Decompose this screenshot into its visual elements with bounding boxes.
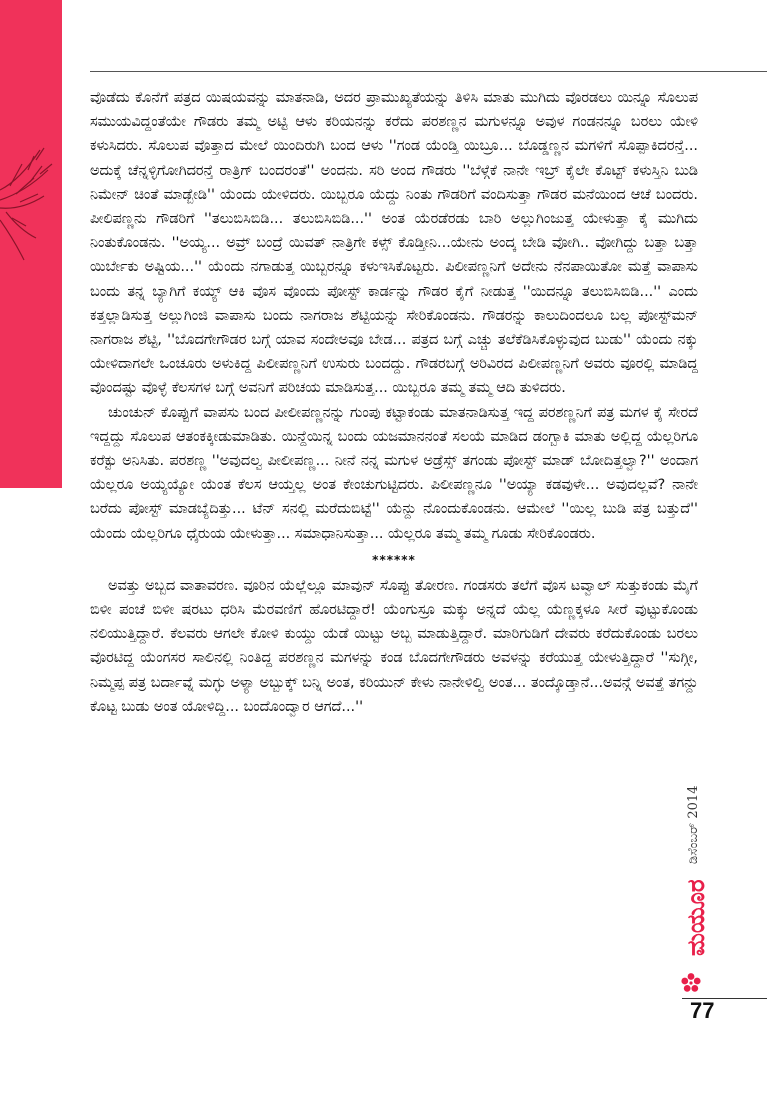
article-body xyxy=(90,86,698,719)
section-separator: ****** xyxy=(372,552,416,567)
issue-label xyxy=(682,780,710,960)
branch-decoration xyxy=(0,120,62,280)
flower-icon xyxy=(680,972,702,994)
article-paragraph: ಚುಂಚುನ್ ಕೊಪ್ಪುಗೆ ವಾಪಸು ಬಂದ ಪೀಲೀಪಣ್ಣನನ್ನು ಗುಂಪು ಕಟ್ಟಾಕಂಡು ಮಾತನಾಡಿಸುತ್ತ ಇದ್ದ ಪರಶಣ್ಣನಿಗೆ ಪತ್ರ ಮಗಳ ಕೈ ಸೇರದೆ ಇದ್ದದ್ದು ಸೊಲುಪ ಆತಂಕಕ್ಕೀಡುಮಾಡಿತು. ಯಿನ್ದೆಯಿನ್ನ ಬಂದು ಯಜಮಾನನಂತೆ ಸಲಯೆ ಮಾಡಿದ ಡಂಗ್ಬಾಕಿ ಮಾತು ಅಲ್ಲಿದ್ದ ಯೆಲ್ಲರಿಗೂ ಕರೆಕ್ಟು ಅನಿಸಿತು. ಪರಶಣ್ಣ ''ಅವುದಲ್ವ ಪೀಲೀಪಣ್ಣ... ನೀನೆ ನನ್ನ ಮಗುಳ ಅಡ್ರೆಸ್ಸ್ ತಗಂಡು ಪೋಸ್ಟ್ ಮಾಡ್ ಬೋದಿತ್ತಲ್ವಾ?'' ಅಂದಾಗ ಯೆಲ್ಲರೂ ಅಯ್ಯಯ್ಯೋ ಯೆಂತ ಕೆಲಸ ಆಯ್ತಲ್ಲ ಅಂತ ಕೇಂಚುಗುಟ್ಟಿದರು. ಪಿಲೀಪಣ್ಣನೂ ''ಅಯ್ಯಾ ಕಡವುಳೇ... ಅವುದಲ್ಲವೆ? ನಾನೇ ಬರೆದು ಪೋಸ್ಟ್ ಮಾಡಬ್ಯೆದಿತ್ತು... ಟೆನ್ ಸನಲ್ಲಿ ಮರೆದುಬಿಟ್ಟೆ'' ಯೆನ್ದು ನೊಂದುಕೊಂಡನು. ಆಮೇಲೆ ''ಯಿಲ್ಲ ಬುಡಿ ಪತ್ರ ಬತ್ತುದೆ'' ಯೆಂದು ಯೆಲ್ಲರಿಗೂ ಧೈರುಯ ಯೇಳುತ್ತಾ... ಸಮಾಧಾನಿಸುತ್ತಾ... ಯೆಲ್ಲರೂ ತಮ್ಮ ತಮ್ಮ ಗೂಡು ಸೇರಿಕೊಂಡರು. xyxy=(90,404,698,542)
article-paragraph: ವೊಡೆದು ಕೊನೆಗೆ ಪತ್ರದ ಯಿಷಯವನ್ನು ಮಾತನಾಡಿ, ಅದರ ಪ್ರಾಮುಖ್ಯತೆಯನ್ನು ತಿಳಿಸಿ ಮಾತು ಮುಗಿದು ವೊರಡಲು ಯಿನ್ನೂ ಸೊಲುಪ ಸಮುಯವಿದ್ದಂತೆಯೇ ಗೌಡರು ತಮ್ಮ ಅಟ್ಟಿ ಆಳು ಕರಿಯನನ್ನು ಕರೆದು ಪರಶಣ್ಣನ ಮಗುಳನ್ನೂ ಅವುಳ ಗಂಡನನ್ನೂ ಬರಲು ಯೇಳಿ ಕಳುಸಿದರು. ಸೊಲುಪ ವೊತ್ತಾದ ಮೇಲೆ ಯಿಂದಿರುಗಿ ಬಂದ ಆಳು ''ಗಂಡ ಯೆಂಡ್ತಿ ಯಿಬ್ರೂ... ಬೊಡ್ಡಣ್ಣನ ಮಗಳಿಗೆ ಸೊಪ್ಪಾಕಿದರನ್ತೆ... ಅದುಕ್ಕೆ ಚೆನ್ನಳ್ಳಿಗೋಗಿದರನ್ತೆ ರಾತ್ರಿಗ್ ಬಂದರಂತೆ'' ಅಂದನು. ಸರಿ ಅಂದ ಗೌಡರು ''ಬೆಳ್ಗೆಕೆ ನಾನೇ ಇಬ್ರ್ ಕೈಲೇ ಕೊಟ್ಟ್ ಕಳುಸ್ತಿನಿ ಬುಡಿ ನಿಮೇನ್ ಚಿಂತೆ ಮಾಡ್ಬೇಡಿ'' ಯೆಂದು ಯೇಳಿದರು. ಯಿಬ್ಬರೂ ಯೆದ್ದು ನಿಂತು ಗೌಡರಿಗೆ ವಂದಿಸುತ್ತಾ ಗೌಡರ ಮನೆಯಿಂದ ಆಚೆ ಬಂದರು. ಪೀಲಿಪಣ್ಣನು ಗೌಡರಿಗೆ ''ತಲುಬಿಸಿಬಿಡಿ... ತಲುಬಿಸಿಬಿಡಿ...'' ಅಂತ ಯೆರಡೆರಡು ಬಾರಿ ಅಲ್ಲುಗಿಂಜುತ್ತ ಯೇಳುತ್ತಾ ಕೈ ಮುಗಿದು ನಿಂತುಕೊಂಡನು. ''ಅಯ್ಯ... ಅವ್ರ್ ಬಂದ್ರೆ ಯಿವತ್ ನಾತ್ರಿಗೇ ಕಳ್ಸ್ ಕೊಡ್ತೀನಿ...ಯೇನು ಅಂದ್ಕ ಬೇಡಿ ವೋಗಿ.. ವೋಗಿದ್ದು ಬತ್ತಾ ಬತ್ತಾ ಯಿರ್ಬೇಕು ಅಷ್ಟಿಯ...'' ಯೆಂದು ನಗಾಡುತ್ತ ಯಿಬ್ಬರನ್ನೂ ಕಳುಇಸಿಕೊಟ್ಟರು. ಪಿಲೀಪಣ್ಣನಿಗೆ ಅದೇನು ನೆನಪಾಯಿತೋ ಮತ್ತೆ ವಾಪಾಸು ಬಂದು ತನ್ನ ಬ್ಯಾಗಿಗೆ ಕಯ್ಯ್ ಆಕಿ ವೊಸ ವೊಂದು ಪೋಸ್ಟ್ ಕಾರ್ಡನ್ನು ಗೌಡರ ಕೈಗೆ ನೀಡುತ್ತ ''ಯಿದನ್ನೂ ತಲುಬಿಸಿಬಿಡಿ...'' ಎಂದು ಕತ್ತಲ್ಲಾಡಿಸುತ್ತ ಅಲ್ಲುಗಿಂಜಿ ವಾಪಾಸು ಬಂದು ನಾಗರಾಜ ಶೆಟ್ಟಿಯನ್ನು ಸೇರಿಕೊಂಡನು. ಗೌಡರನ್ನು ಕಾಲುದಿಂದಲೂ ಬಲ್ಲ ಪೋಸ್ಟ್‌ಮನ್ ನಾಗರಾಜ ಶೆಟ್ಟಿ, ''ಬೊದಗೇಗೌಡರ ಬಗ್ಗೆ ಯಾವ ಸಂದೇಅವೂ ಬೇಡ... ಪತ್ರದ ಬಗ್ಗೆ ಎಚ್ಚು ತಲೆಕೆಡಿಸಿಕೊಳ್ಳುವುದ ಬುಡು'' ಯೆಂದು ನಕ್ಕು ಯೇಳಿದಾಗಲೇ ಒಂಚೂರು ಅಳುಕಿದ್ದ ಪಿಲೀಪಣ್ಣನಿಗೆ ಉಸುರು ಬಂದದ್ದು. ಗೌಡರಬಗ್ಗೆ ಅರಿವಿರದ ಪಿಲೀಪಣ್ಣನಿಗೆ ಅವರು ವೂರಲ್ಲಿ ಮಾಡಿದ್ದ ವೊಂದಷ್ಟು ವೊಳ್ಳೆ ಕೆಲಸಗಳ ಬಗ್ಗೆ ಅವನಿಗೆ ಪರಿಚಯ ಮಾಡಿಸುತ್ತ... ಯಿಬ್ಬರೂ ತಮ್ಮ ತಮ್ಮ ಆದಿ ತುಳಿದರು. xyxy=(90,90,698,397)
magazine-name: ಮಯೂರ xyxy=(682,879,710,956)
header-rule xyxy=(90,71,767,72)
article-paragraph: ಅವತ್ತು ಅಬ್ಬದ ವಾತಾವರಣ. ವೂರಿನ ಯೆಲ್ಲೆಲ್ಲೂ ಮಾವುನ್ ಸೊಪ್ಪು ತೋರಣ. ಗಂಡಸರು ತಲೆಗೆ ವೊಸ ಟವ್ವಾಲ್ ಸುತ್ತುಕಂಡು ಮೈಗೆ ಬಿಳೀ ಪಂಚೆ ಬಿಳೀ ಷರಟು ಧರಿಸಿ ಮೆರವಣಿಗೆ ಹೊರಟಿದ್ದಾರೆ! ಯೆಂಗುಸ್ರೂ ಮಕ್ಕು ಅನ್ನದೆ ಯೆಲ್ಲ ಯೆಣ್ಣಕ್ಕಳೂ ಸೀರೆ ವುಟ್ಟುಕೊಂಡು ನಲಿಯುತ್ತಿದ್ದಾರೆ. ಕೆಲವರು ಆಗಲೇ ಕೋಳಿ ಕುಯ್ದು ಯೆಡೆ ಯಿಟ್ಟು ಅಬ್ಬ ಮಾಡುತ್ತಿದ್ದಾರೆ. ಮಾರಿಗುಡಿಗೆ ದೇವರು ಕರೆದುಕೊಂಡು ಬರಲು ವೊರಟಿದ್ದ ಯೆಂಗಸರ ಸಾಲಿನಲ್ಲಿ ನಿಂತಿದ್ದ ಪರಶಣ್ಣನ ಮಗಳನ್ನು ಕಂಡ ಬೊದಗೇಗೌಡರು ಅವಳನ್ನು ಕರೆಯುತ್ತ ಯೇಳುತ್ತಿದ್ದಾರೆ ''ಸುಗ್ಗೀ, ನಿಮ್ಮಪ್ಪ ಪತ್ರ ಬರ್ದಾವ್ನೆ ಮಗ್ಳು ಅಳ್ಯಾ ಅಬ್ಬುಕ್ಕ್ ಬನ್ನಿ ಅಂತ, ಕರಿಯುನ್ ಕೇಳು ನಾನೇಳಿಲ್ವಿ ಅಂತ... ತಂದ್ಕೊಡ್ತಾನೆ...ಅವನ್ಗೆ ಅವತ್ತೆ ತಗನ್ದು ಕೊಟ್ಟ ಬುಡು ಅಂತ ಯೋಳಿದ್ದಿ... ಬಂದೊಂದ್ವಾರ ಆಗದೆ...'' xyxy=(90,577,698,715)
issue-month: ಡಿಸೆಂಬರ್ 2014 xyxy=(686,785,701,864)
page-number: 77 xyxy=(690,998,715,1023)
